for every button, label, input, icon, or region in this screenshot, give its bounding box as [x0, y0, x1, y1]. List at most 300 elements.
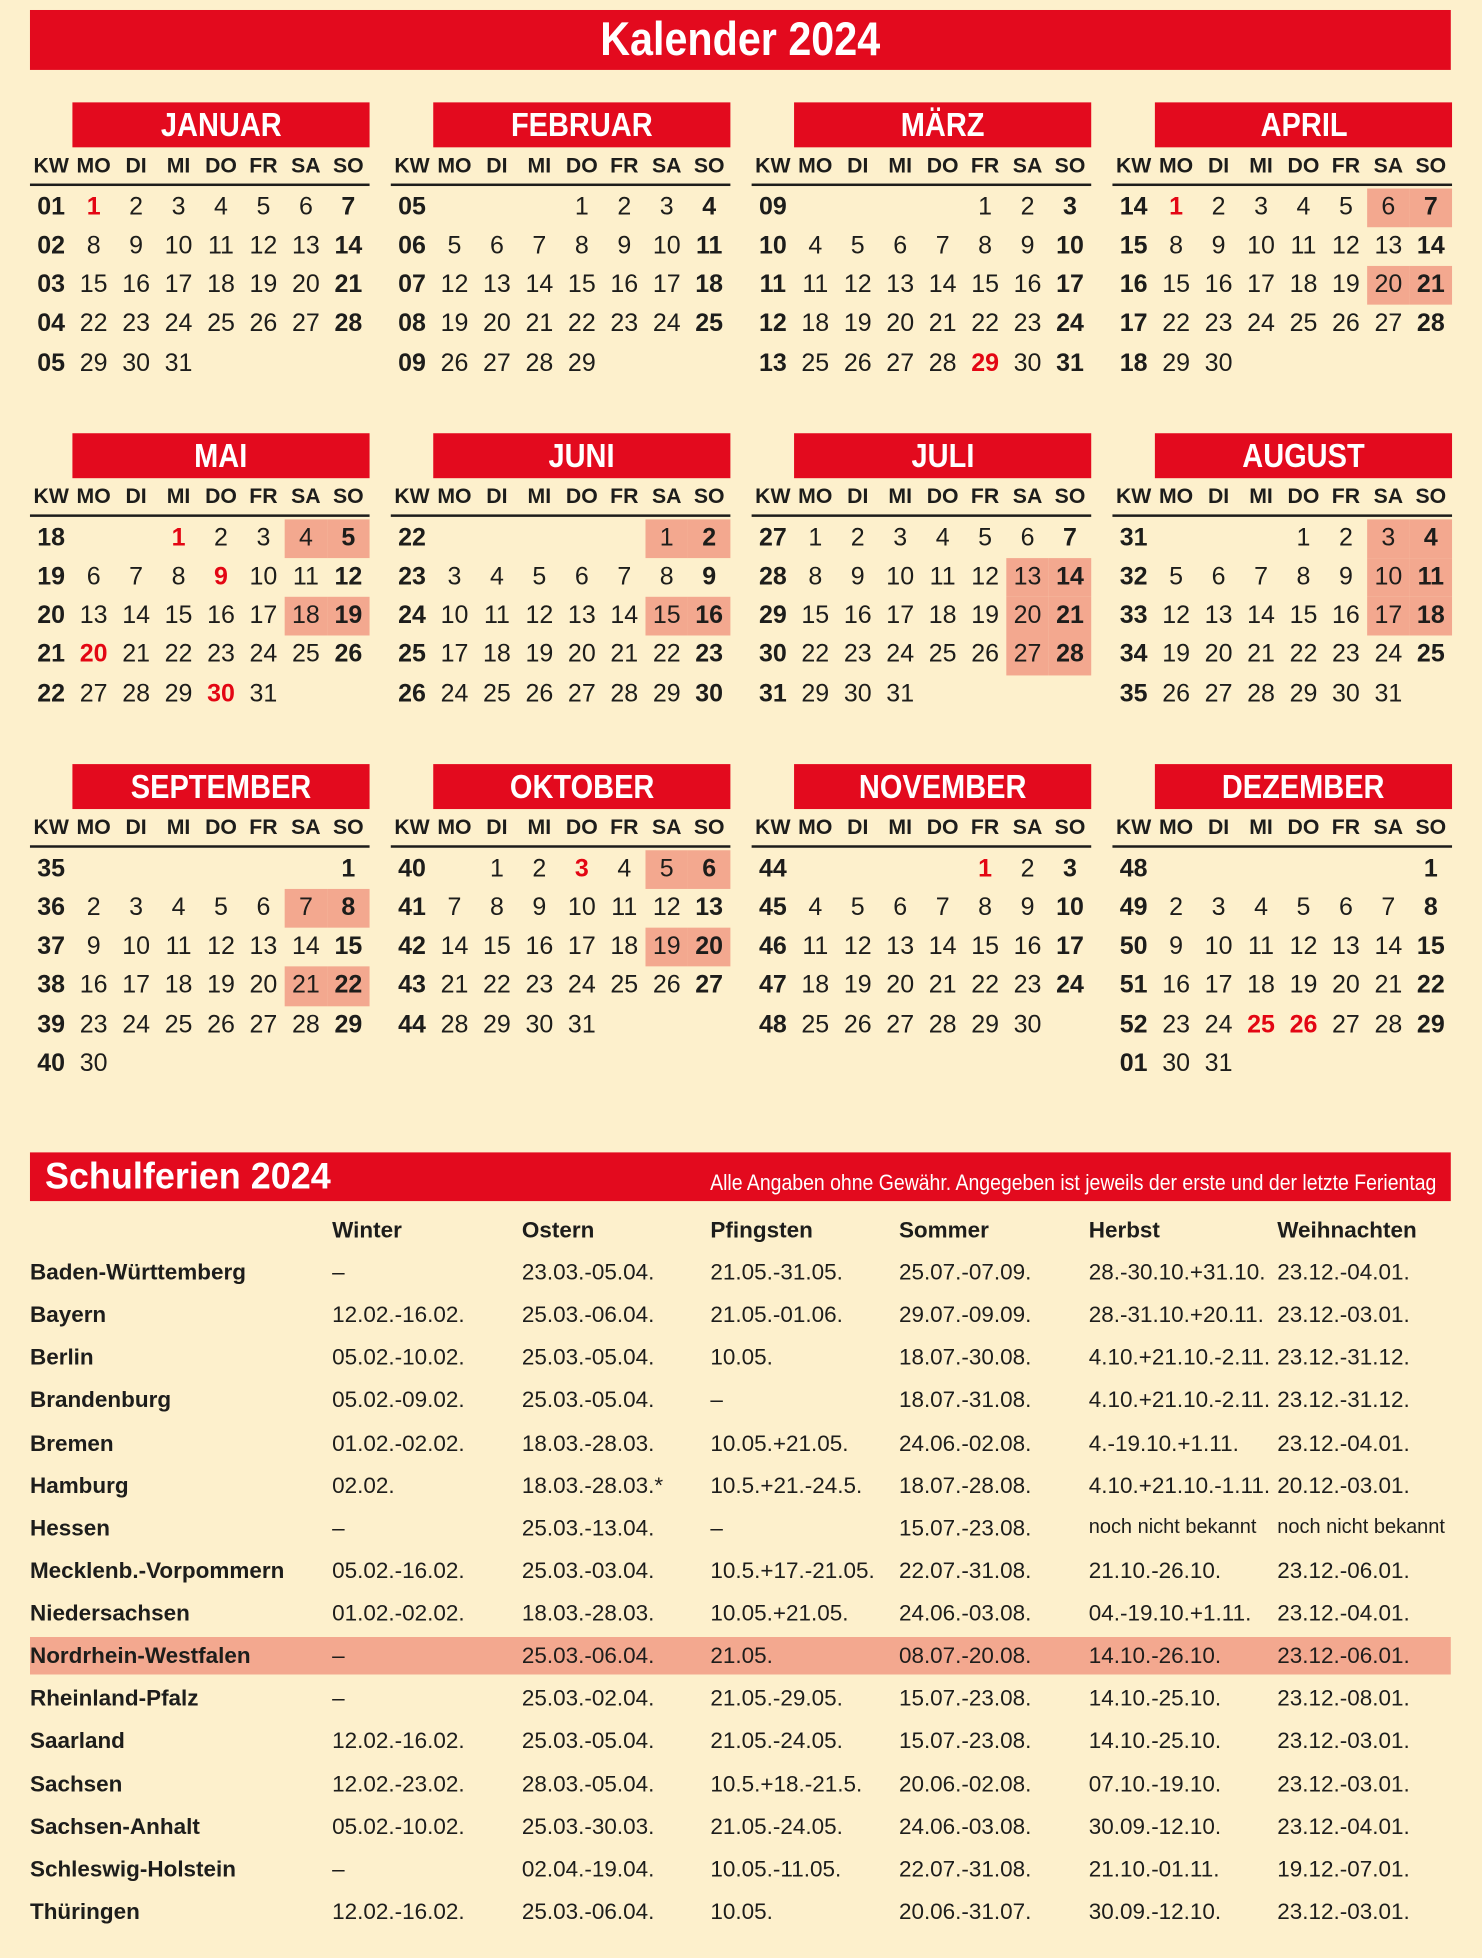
weekday-label: SO — [333, 484, 364, 509]
month-block — [752, 764, 1092, 1045]
weekday-label: MO — [76, 815, 111, 840]
empty-day-cell — [1240, 850, 1282, 889]
day-cell: 8 — [171, 562, 186, 591]
day-cell: 20 — [79, 640, 108, 669]
day-cell: 4 — [617, 854, 632, 883]
day-cell: 18 — [928, 601, 957, 630]
day-cell: 5 — [1296, 893, 1311, 922]
weekday-header-row — [752, 478, 1092, 517]
day-cell: 28 — [928, 1010, 957, 1039]
day-cell: 18 — [1289, 270, 1318, 299]
day-cell: 4 — [1254, 893, 1268, 922]
weekday-label: FR — [1331, 484, 1361, 509]
day-cell: 17 — [164, 270, 193, 299]
day-cell: 10 — [1204, 932, 1233, 961]
empty-day-cell — [1240, 519, 1282, 558]
empty-day-cell — [72, 850, 114, 889]
holiday-dates: 18.07.-30.08. — [898, 1345, 1032, 1371]
column-header-sommer: Sommer — [898, 1217, 989, 1243]
weekday-label: MO — [1159, 153, 1194, 178]
weekday-label: SA — [291, 484, 321, 509]
day-cell: 25 — [695, 309, 724, 338]
weekday-label: DI — [1207, 815, 1230, 840]
day-cell: 16 — [843, 601, 872, 630]
day-cell: 4 — [808, 231, 823, 260]
day-cell: 17 — [1367, 597, 1409, 636]
holiday-dates: noch nicht bekannt — [1088, 1516, 1257, 1538]
holiday-dates: 28.-30.10.+31.10. — [1088, 1259, 1266, 1285]
weekday-label: DI — [1207, 153, 1230, 178]
day-cell: 2 — [214, 523, 228, 552]
week-number: 41 — [398, 893, 426, 922]
month-block — [1112, 102, 1452, 383]
day-cell: 6 — [574, 562, 589, 591]
day-cell: 30 — [122, 348, 150, 377]
holiday-dates: 23.12.-04.01. — [1277, 1259, 1410, 1285]
holiday-dates: 24.06.-03.08. — [898, 1813, 1032, 1839]
day-cell: 12 — [440, 270, 469, 299]
day-cell: 22 — [971, 971, 999, 1000]
week-number-label: KW — [755, 484, 791, 509]
day-cell: 25 — [610, 971, 639, 1000]
page-title: Kalender 2024 — [600, 13, 881, 67]
day-cell: 29 — [164, 679, 193, 708]
week-list — [752, 850, 1092, 1045]
day-cell: 14 — [525, 270, 554, 299]
day-cell: 30 — [1204, 348, 1233, 377]
holiday-dates: – — [710, 1515, 723, 1541]
week-number: 21 — [37, 640, 66, 669]
day-cell: 22 — [1289, 640, 1318, 669]
day-cell: 27 — [79, 679, 108, 708]
week-row — [1112, 344, 1452, 383]
day-cell: 5 — [256, 192, 271, 221]
month-name: JANUAR — [160, 106, 282, 144]
week-number: 17 — [1119, 309, 1148, 338]
weekday-label: DO — [205, 815, 237, 840]
week-number: 44 — [398, 1010, 426, 1039]
week-number: 10 — [758, 231, 787, 260]
day-cell: 29 — [1162, 348, 1191, 377]
week-number: 03 — [37, 270, 66, 299]
day-cell: 16 — [1013, 932, 1042, 961]
weekday-header-row — [1112, 809, 1452, 848]
day-cell: 4 — [808, 893, 823, 922]
title-bar — [30, 10, 1451, 70]
holiday-dates: 05.02.-10.02. — [332, 1345, 465, 1371]
day-cell: 26 — [1289, 1010, 1318, 1039]
day-cell: 17 — [1056, 270, 1084, 299]
day-cell: 19 — [645, 928, 687, 967]
week-row — [391, 188, 731, 227]
day-cell: 23 — [695, 640, 724, 669]
week-row — [391, 967, 731, 1006]
weekday-label: SA — [1012, 484, 1043, 509]
week-number: 13 — [758, 348, 787, 377]
holiday-dates: 23.12.-04.01. — [1277, 1430, 1410, 1456]
day-cell: 14 — [440, 932, 469, 961]
day-cell: 23 — [207, 640, 235, 669]
schulferien-row — [30, 1890, 1451, 1933]
day-cell: 26 — [207, 1010, 235, 1039]
holiday-dates: 24.06.-03.08. — [898, 1600, 1032, 1626]
week-number: 43 — [398, 971, 426, 1000]
week-row — [752, 597, 1092, 636]
day-cell: 9 — [1169, 932, 1184, 961]
weekday-label: MI — [1249, 484, 1273, 509]
state-name: Berlin — [29, 1345, 94, 1371]
week-number: 28 — [758, 562, 787, 591]
day-cell: 29 — [79, 348, 108, 377]
schulferien-row — [30, 1848, 1451, 1891]
day-cell: 15 — [164, 601, 193, 630]
day-cell: 13 — [483, 270, 511, 299]
day-cell: 11 — [165, 932, 192, 961]
empty-day-cell — [1367, 850, 1409, 889]
day-cell: 31 — [249, 679, 278, 708]
weekday-label: FR — [970, 153, 1000, 178]
weekday-label: DO — [565, 153, 598, 178]
day-cell: 20 — [688, 928, 730, 967]
day-cell: 24 — [122, 1010, 150, 1039]
day-cell: 13 — [249, 932, 278, 961]
holiday-dates: 30.09.-12.10. — [1088, 1898, 1222, 1924]
day-cell: 2 — [688, 519, 730, 558]
day-cell: 6 — [1020, 523, 1035, 552]
week-number: 44 — [758, 854, 787, 883]
week-number-label: KW — [755, 153, 791, 178]
day-cell: 27 — [695, 971, 724, 1000]
day-cell: 15 — [1416, 932, 1445, 961]
week-list — [1112, 850, 1452, 1084]
week-row — [1112, 305, 1452, 344]
day-cell: 6 — [1338, 893, 1353, 922]
day-cell: 22 — [327, 967, 369, 1006]
weekday-label: SA — [651, 153, 682, 178]
day-cell: 24 — [1374, 640, 1403, 669]
day-cell: 5 — [327, 519, 369, 558]
day-cell: 8 — [978, 893, 993, 922]
day-cell: 9 — [850, 562, 865, 591]
day-cell: 15 — [1289, 601, 1318, 630]
holiday-dates: 12.02.-16.02. — [332, 1728, 465, 1754]
week-row — [1112, 597, 1452, 636]
day-cell: 3 — [129, 893, 144, 922]
day-cell: 9 — [1211, 231, 1226, 260]
holiday-dates: 25.03.-02.04. — [521, 1685, 655, 1711]
month-header — [794, 102, 1091, 147]
weekday-label: SA — [1012, 153, 1043, 178]
weekday-label: DI — [1207, 484, 1230, 509]
column-header-winter: Winter — [332, 1217, 402, 1243]
day-cell: 7 — [1381, 893, 1396, 922]
week-number: 11 — [759, 270, 787, 299]
holiday-dates: 25.03.-06.04. — [521, 1302, 655, 1328]
week-row — [30, 519, 370, 558]
day-cell: 15 — [801, 601, 830, 630]
day-cell: 20 — [886, 971, 915, 1000]
week-row — [391, 850, 731, 889]
state-name: Sachsen — [29, 1771, 123, 1797]
holiday-dates: 02.02. — [332, 1472, 395, 1498]
day-cell: 17 — [567, 932, 596, 961]
day-cell: 10 — [886, 562, 915, 591]
holiday-dates: 25.07.-07.09. — [898, 1259, 1032, 1285]
day-cell: 20 — [249, 971, 278, 1000]
day-cell: 31 — [886, 679, 915, 708]
day-cell: 19 — [525, 640, 554, 669]
day-cell: 12 — [1162, 601, 1191, 630]
month-name: DEZEMBER — [1222, 767, 1385, 806]
day-cell: 2 — [1338, 523, 1353, 552]
holiday-dates: 05.02.-16.02. — [332, 1558, 465, 1584]
schulferien-row — [30, 1549, 1451, 1592]
state-name: Saarland — [29, 1728, 125, 1754]
day-cell: 30 — [1013, 348, 1042, 377]
day-cell: 10 — [164, 231, 193, 260]
weekday-header-row — [391, 147, 731, 186]
day-cell: 20 — [1367, 266, 1409, 305]
week-row — [391, 675, 731, 714]
week-row — [752, 266, 1092, 305]
day-cell: 25 — [801, 1010, 830, 1039]
weekday-label: DI — [486, 153, 508, 178]
day-cell: 2 — [1020, 192, 1035, 221]
day-cell: 22 — [652, 640, 681, 669]
day-cell: 14 — [928, 932, 957, 961]
holiday-dates: 4.-19.10.+1.11. — [1088, 1430, 1239, 1456]
weekday-label: SO — [1415, 815, 1447, 840]
day-cell: 27 — [886, 348, 915, 377]
day-cell: 20 — [291, 270, 320, 299]
week-number: 20 — [37, 601, 66, 630]
weekday-label: MI — [1249, 815, 1273, 840]
holiday-dates: 01.02.-02.02. — [332, 1600, 465, 1626]
day-cell: 12 — [1289, 932, 1318, 961]
holiday-dates: 25.03.-06.04. — [521, 1643, 655, 1669]
week-row — [1112, 967, 1452, 1006]
day-cell: 12 — [652, 893, 681, 922]
weekday-label: MI — [527, 484, 552, 509]
weekday-label: MI — [888, 153, 912, 178]
day-cell: 26 — [971, 640, 999, 669]
week-row — [30, 227, 370, 266]
week-row — [30, 266, 370, 305]
day-cell: 15 — [79, 270, 108, 299]
empty-day-cell — [518, 519, 560, 558]
week-row — [30, 558, 370, 597]
weekday-header-row — [30, 809, 370, 848]
day-cell: 18 — [164, 971, 193, 1000]
week-number-label: KW — [33, 153, 69, 178]
week-number: 22 — [398, 523, 426, 552]
day-cell: 24 — [1056, 971, 1084, 1000]
day-cell: 9 — [1020, 893, 1035, 922]
month-name: MAI — [194, 436, 248, 475]
holiday-dates: 23.12.-08.01. — [1277, 1685, 1410, 1711]
weekday-header-row — [752, 147, 1092, 186]
day-cell: 9 — [702, 562, 717, 591]
day-cell: 18 — [483, 640, 511, 669]
day-cell: 9 — [86, 932, 101, 961]
empty-day-cell — [433, 188, 475, 227]
state-name: Mecklenb.-Vorpommern — [29, 1558, 285, 1584]
day-cell: 31 — [1056, 348, 1084, 377]
day-cell: 23 — [525, 971, 554, 1000]
day-cell: 26 — [1332, 309, 1360, 338]
day-cell: 30 — [1162, 1049, 1191, 1078]
weekday-label: SO — [693, 484, 725, 509]
day-cell: 22 — [483, 971, 511, 1000]
week-number: 52 — [1119, 1010, 1148, 1039]
holiday-dates: – — [332, 1856, 345, 1882]
holiday-dates: 24.06.-02.08. — [898, 1430, 1032, 1456]
week-number: 18 — [1119, 348, 1148, 377]
day-cell: 8 — [808, 562, 823, 591]
month-block — [391, 764, 731, 1045]
holiday-dates: 23.12.-06.01. — [1277, 1643, 1410, 1669]
week-row — [1112, 636, 1452, 675]
day-cell: 26 — [1162, 679, 1191, 708]
day-cell: 15 — [334, 932, 363, 961]
state-name: Baden-Württemberg — [29, 1259, 246, 1285]
holiday-dates: 23.12.-04.01. — [1277, 1813, 1410, 1839]
weekday-label: SO — [1415, 153, 1447, 178]
holiday-dates: 21.05. — [710, 1643, 773, 1669]
day-cell: 29 — [567, 348, 596, 377]
day-cell: 22 — [79, 309, 108, 338]
day-cell: 24 — [249, 640, 278, 669]
week-number: 45 — [758, 893, 787, 922]
week-number: 12 — [758, 309, 787, 338]
empty-day-cell — [921, 188, 963, 227]
day-cell: 5 — [1338, 192, 1353, 221]
schulferien-row — [30, 1294, 1451, 1337]
week-number: 29 — [758, 601, 787, 630]
week-row — [752, 675, 1092, 714]
empty-day-cell — [157, 850, 199, 889]
weekday-label: MI — [166, 484, 191, 509]
week-row — [30, 636, 370, 675]
schulferien-row — [30, 1762, 1451, 1805]
day-cell: 7 — [935, 893, 950, 922]
week-number: 16 — [1119, 270, 1148, 299]
holiday-dates: 30.09.-12.10. — [1088, 1813, 1222, 1839]
month-block — [30, 764, 370, 1084]
week-number: 49 — [1119, 893, 1148, 922]
day-cell: 21 — [610, 640, 639, 669]
day-cell: 25 — [1416, 640, 1445, 669]
day-cell: 17 — [886, 601, 915, 630]
weekday-label: DI — [125, 153, 147, 178]
day-cell: 9 — [1338, 562, 1353, 591]
day-cell: 24 — [164, 309, 193, 338]
month-block — [1112, 433, 1452, 714]
week-number: 07 — [398, 270, 426, 299]
day-cell: 29 — [1416, 1010, 1445, 1039]
day-cell: 28 — [291, 1010, 320, 1039]
day-cell: 3 — [1254, 192, 1268, 221]
day-cell: 21 — [928, 309, 957, 338]
week-row — [752, 850, 1092, 889]
day-cell: 4 — [285, 519, 327, 558]
holiday-dates: 25.03.-05.04. — [521, 1728, 655, 1754]
day-cell: 13 — [1374, 231, 1403, 260]
week-number: 05 — [37, 348, 66, 377]
day-cell: 14 — [610, 601, 639, 630]
holiday-dates: 18.03.-28.03. — [521, 1600, 655, 1626]
holiday-dates: 23.12.-03.01. — [1277, 1728, 1410, 1754]
day-cell: 7 — [129, 562, 144, 591]
day-cell: 25 — [164, 1010, 193, 1039]
month-name: OKTOBER — [509, 767, 655, 806]
day-cell: 28 — [122, 679, 150, 708]
day-cell: 24 — [1247, 309, 1275, 338]
week-row — [1112, 188, 1452, 227]
weekday-label: FR — [249, 815, 278, 840]
week-list — [1112, 188, 1452, 383]
day-cell: 14 — [1247, 601, 1275, 630]
day-cell: 23 — [610, 309, 639, 338]
state-name: Nordrhein-Westfalen — [29, 1643, 251, 1669]
holiday-dates: 23.12.-31.12. — [1277, 1387, 1410, 1413]
weekday-label: SO — [1054, 484, 1086, 509]
month-header — [433, 102, 730, 147]
week-row — [1112, 1045, 1452, 1084]
weekday-label: FR — [1331, 153, 1361, 178]
weekday-label: FR — [970, 484, 1000, 509]
month-name: MÄRZ — [900, 106, 985, 144]
weekday-label: DO — [565, 484, 598, 509]
schulferien-row — [30, 1634, 1451, 1677]
day-cell: 1 — [808, 523, 823, 552]
empty-day-cell — [1325, 850, 1367, 889]
month-header — [794, 433, 1091, 478]
week-number: 04 — [37, 309, 66, 338]
day-cell: 6 — [688, 850, 730, 889]
day-cell: 19 — [249, 270, 278, 299]
day-cell: 5 — [645, 850, 687, 889]
day-cell: 6 — [1211, 562, 1226, 591]
empty-day-cell — [879, 850, 921, 889]
day-cell: 17 — [652, 270, 681, 299]
day-cell: 14 — [1416, 231, 1445, 260]
day-cell: 16 — [1204, 270, 1233, 299]
day-cell: 27 — [249, 1010, 278, 1039]
weekday-label: SO — [1415, 484, 1447, 509]
month-name: NOVEMBER — [858, 767, 1027, 806]
day-cell: 30 — [525, 1010, 554, 1039]
empty-day-cell — [200, 850, 242, 889]
week-number: 01 — [1119, 1049, 1148, 1078]
day-cell: 18 — [801, 971, 830, 1000]
holiday-dates: 21.05.-24.05. — [710, 1813, 843, 1839]
week-number: 25 — [398, 640, 426, 669]
weekday-label: FR — [610, 484, 639, 509]
day-cell: 27 — [483, 348, 511, 377]
week-number: 40 — [37, 1049, 66, 1078]
day-cell: 19 — [1162, 640, 1191, 669]
day-cell: 27 — [291, 309, 320, 338]
empty-day-cell — [433, 850, 475, 889]
day-cell: 22 — [164, 640, 193, 669]
weekday-label: MO — [437, 153, 472, 178]
week-number: 31 — [758, 679, 787, 708]
month-block — [752, 102, 1092, 383]
day-cell: 23 — [1332, 640, 1360, 669]
day-cell: 12 — [207, 932, 235, 961]
weekday-label: MO — [1159, 815, 1194, 840]
